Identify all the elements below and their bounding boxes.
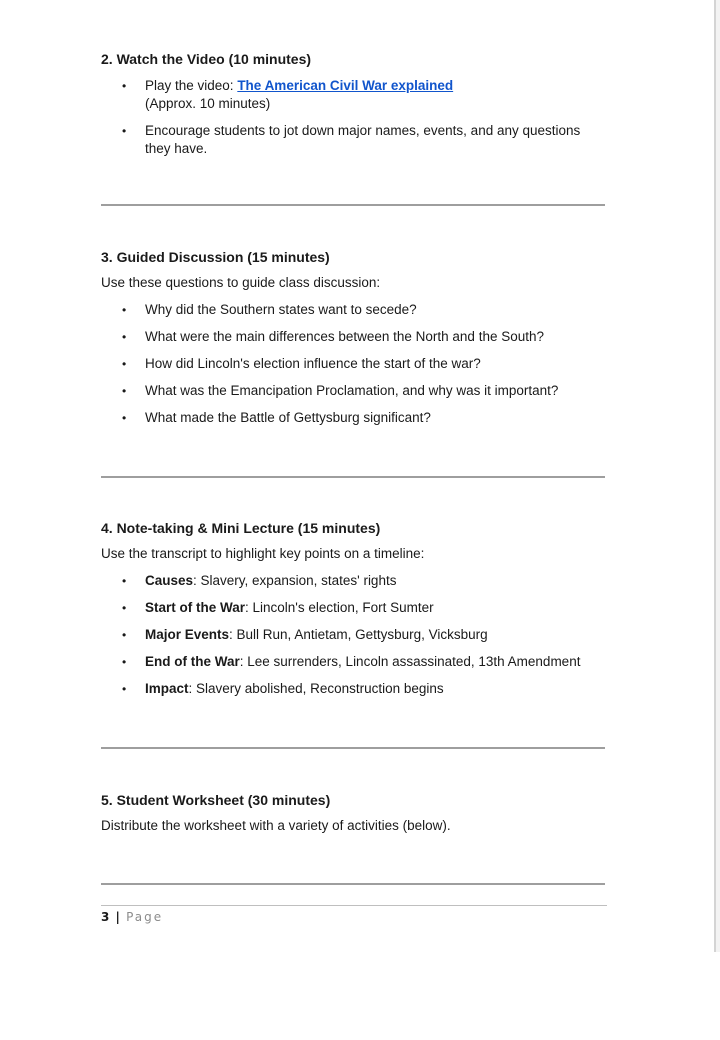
horizontal-rule bbox=[101, 204, 605, 206]
list-item-text: : Lincoln's election, Fort Sumter bbox=[245, 600, 434, 615]
list-item-text: : Slavery, expansion, states' rights bbox=[193, 573, 397, 588]
horizontal-rule bbox=[101, 747, 605, 749]
list-item bbox=[101, 653, 606, 671]
list-item-text: What were the main differences between the North and the South? bbox=[145, 329, 544, 344]
section-note-taking bbox=[101, 519, 606, 698]
list-item bbox=[101, 599, 606, 617]
footer-rule bbox=[101, 905, 607, 906]
bullet-icon: • bbox=[122, 330, 127, 344]
list-item bbox=[101, 355, 606, 373]
section-guided-discussion bbox=[101, 248, 606, 427]
horizontal-rule bbox=[101, 883, 605, 885]
bullet-icon: • bbox=[122, 655, 127, 669]
list-item-label: Start of the War bbox=[145, 600, 246, 615]
bullet-icon: • bbox=[122, 384, 127, 398]
bullet-icon: • bbox=[122, 303, 127, 317]
list-item bbox=[101, 77, 606, 113]
bullet-icon: • bbox=[122, 124, 127, 138]
page-label: Page bbox=[126, 910, 164, 924]
list-item-text: : Slavery abolished, Reconstruction begins bbox=[188, 681, 444, 696]
list-item-text: Play the video: bbox=[145, 78, 238, 93]
list-item bbox=[101, 328, 606, 346]
footer-separator: | bbox=[110, 910, 127, 924]
list-item-text: Encourage students to jot down major names, events, and any questions they have. bbox=[145, 123, 581, 156]
section-heading: 2. Watch the Video (10 minutes) bbox=[101, 51, 312, 67]
list-item-label: Causes bbox=[145, 573, 194, 588]
video-link[interactable]: The American Civil War explained bbox=[237, 78, 454, 93]
section-intro: Use the transcript to highlight key points on a timeline: bbox=[101, 546, 425, 561]
bullet-icon: • bbox=[122, 411, 127, 425]
list-item-text-continued: (Approx. 10 minutes) bbox=[145, 96, 271, 111]
section-intro: Use these questions to guide class discussion: bbox=[101, 275, 381, 290]
bullet-list bbox=[101, 301, 606, 427]
list-item-label: Impact bbox=[145, 681, 189, 696]
list-item-text: : Bull Run, Antietam, Gettysburg, Vicksburg bbox=[229, 627, 488, 642]
list-item bbox=[101, 382, 606, 400]
bullet-icon: • bbox=[122, 601, 127, 615]
page-edge-shadow-outer bbox=[716, 0, 720, 952]
section-heading: 5. Student Worksheet (30 minutes) bbox=[101, 792, 331, 808]
list-item-text: How did Lincoln's election influence the start of the war? bbox=[145, 356, 481, 371]
section-intro: Distribute the worksheet with a variety of activities (below). bbox=[101, 818, 451, 833]
list-item bbox=[101, 409, 606, 427]
bullet-icon: • bbox=[122, 357, 127, 371]
page-number: 3 bbox=[101, 910, 111, 924]
section-student-worksheet bbox=[101, 791, 606, 835]
list-item bbox=[101, 572, 606, 590]
section-heading: 4. Note-taking & Mini Lecture (15 minutes) bbox=[101, 520, 381, 536]
bullet-icon: • bbox=[122, 628, 127, 642]
list-item-label: End of the War bbox=[145, 654, 240, 669]
list-item bbox=[101, 301, 606, 319]
list-item-text: : Lee surrenders, Lincoln assassinated, 13th Amendment bbox=[239, 654, 581, 669]
bullet-icon: • bbox=[122, 682, 127, 696]
bullet-list bbox=[101, 572, 606, 698]
section-watch-video bbox=[101, 50, 606, 158]
section-heading: 3. Guided Discussion (15 minutes) bbox=[101, 249, 330, 265]
list-item-label: Major Events bbox=[145, 627, 230, 642]
list-item bbox=[101, 626, 606, 644]
list-item bbox=[101, 680, 606, 698]
bullet-icon: • bbox=[122, 79, 127, 93]
page-footer bbox=[101, 910, 163, 924]
list-item-text: Why did the Southern states want to secede? bbox=[145, 302, 417, 317]
list-item bbox=[101, 122, 606, 158]
list-item-text: What made the Battle of Gettysburg significant? bbox=[145, 410, 431, 425]
list-item-text: What was the Emancipation Proclamation, and why was it important? bbox=[145, 383, 559, 398]
bullet-list bbox=[101, 77, 606, 158]
horizontal-rule bbox=[101, 476, 605, 478]
bullet-icon: • bbox=[122, 574, 127, 588]
